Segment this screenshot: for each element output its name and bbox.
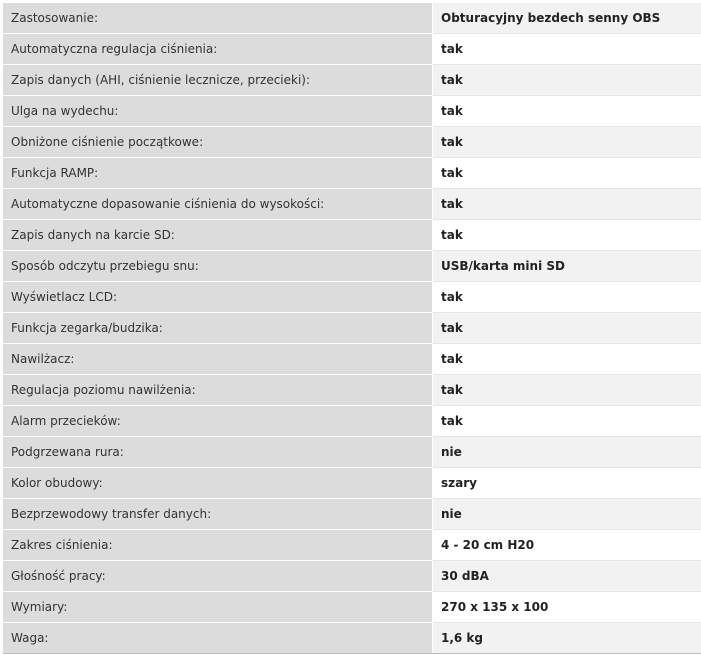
spec-label: Sposób odczytu przebiegu snu:: [3, 251, 433, 282]
spec-row: [3, 34, 701, 65]
spec-label: Zastosowanie:: [3, 3, 433, 34]
spec-label: Zapis danych (AHI, ciśnienie lecznicze, przecieki):: [3, 65, 433, 96]
spec-value: nie: [433, 437, 701, 468]
spec-row: [3, 592, 701, 623]
spec-row: [3, 127, 701, 158]
spec-row: [3, 251, 701, 282]
spec-label: Nawilżacz:: [3, 344, 433, 375]
spec-label: Kolor obudowy:: [3, 468, 433, 499]
spec-value: tak: [433, 406, 701, 437]
spec-label: Głośność pracy:: [3, 561, 433, 592]
spec-value: szary: [433, 468, 701, 499]
spec-row: [3, 282, 701, 313]
spec-row: [3, 313, 701, 344]
spec-label: Zapis danych na karcie SD:: [3, 220, 433, 251]
spec-label: Ulga na wydechu:: [3, 96, 433, 127]
spec-row: [3, 189, 701, 220]
spec-row: [3, 220, 701, 251]
spec-value: tak: [433, 313, 701, 344]
spec-label: Waga:: [3, 623, 433, 654]
spec-value: tak: [433, 65, 701, 96]
spec-value: tak: [433, 375, 701, 406]
spec-row: [3, 623, 701, 654]
spec-value: nie: [433, 499, 701, 530]
spec-row: [3, 530, 701, 561]
specifications-table: [3, 3, 701, 654]
spec-label: Funkcja zegarka/budzika:: [3, 313, 433, 344]
spec-label: Automatyczne dopasowanie ciśnienia do wysokości:: [3, 189, 433, 220]
spec-value: tak: [433, 34, 701, 65]
spec-label: Wyświetlacz LCD:: [3, 282, 433, 313]
spec-value: tak: [433, 282, 701, 313]
spec-label: Regulacja poziomu nawilżenia:: [3, 375, 433, 406]
spec-row: [3, 158, 701, 189]
spec-row: [3, 375, 701, 406]
spec-value: 30 dBA: [433, 561, 701, 592]
spec-label: Funkcja RAMP:: [3, 158, 433, 189]
spec-value: 4 - 20 cm H20: [433, 530, 701, 561]
spec-row: [3, 96, 701, 127]
spec-label: Zakres ciśnienia:: [3, 530, 433, 561]
spec-row: [3, 65, 701, 96]
spec-value: tak: [433, 344, 701, 375]
spec-label: Alarm przecieków:: [3, 406, 433, 437]
spec-value: tak: [433, 220, 701, 251]
spec-row: [3, 437, 701, 468]
spec-label: Obniżone ciśnienie początkowe:: [3, 127, 433, 158]
spec-row: [3, 468, 701, 499]
spec-value: 270 x 135 x 100: [433, 592, 701, 623]
spec-value: tak: [433, 189, 701, 220]
spec-value: USB/karta mini SD: [433, 251, 701, 282]
spec-label: Wymiary:: [3, 592, 433, 623]
spec-row: [3, 3, 701, 34]
spec-row: [3, 499, 701, 530]
spec-label: Bezprzewodowy transfer danych:: [3, 499, 433, 530]
spec-label: Automatyczna regulacja ciśnienia:: [3, 34, 433, 65]
spec-row: [3, 561, 701, 592]
spec-label: Podgrzewana rura:: [3, 437, 433, 468]
specifications-table-body: [3, 3, 701, 654]
spec-value: tak: [433, 158, 701, 189]
spec-row: [3, 344, 701, 375]
spec-value: Obturacyjny bezdech senny OBS: [433, 3, 701, 34]
spec-value: 1,6 kg: [433, 623, 701, 654]
spec-value: tak: [433, 96, 701, 127]
spec-value: tak: [433, 127, 701, 158]
spec-row: [3, 406, 701, 437]
